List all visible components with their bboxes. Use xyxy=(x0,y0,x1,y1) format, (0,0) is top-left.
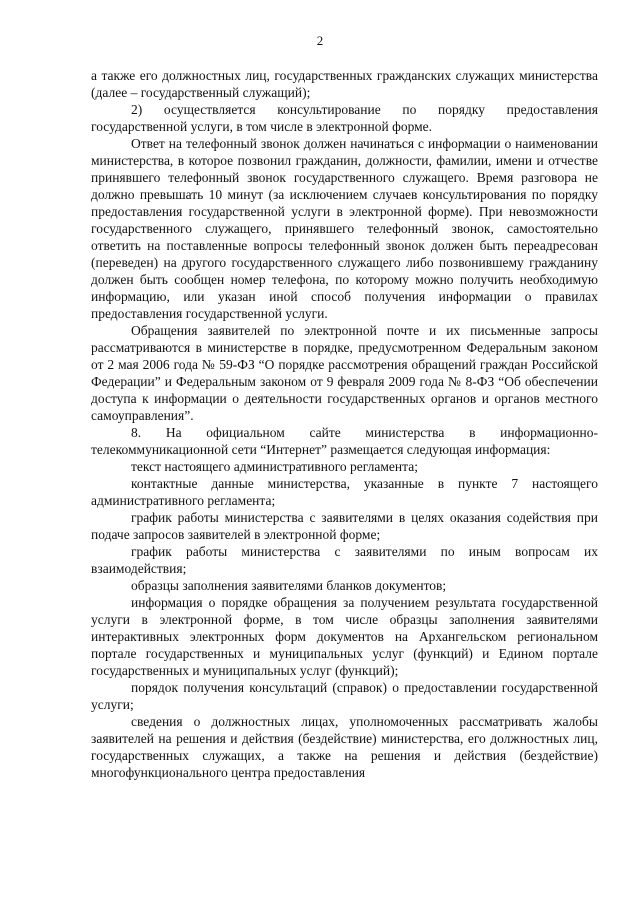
list-item: график работы министерства с заявителями в целях оказания содействия при подаче запросов заявителей в электронной форме; xyxy=(91,510,598,542)
list-item: текст настоящего административного регламента; xyxy=(131,459,418,474)
page-number: 2 xyxy=(316,33,324,48)
list-item: порядок получения консультаций (справок) о предоставлении государственной услуги; xyxy=(91,680,598,712)
list-item: образцы заполнения заявителями бланков документов; xyxy=(131,578,447,593)
paragraph: 8. На официальном сайте министерства в информационно-телекоммуникационной сети “Интернет” размещается следующая информация: xyxy=(91,425,598,457)
paragraph: Обращения заявителей по электронной почте и их письменные запросы рассматриваются в министерстве в порядке, предусмотренном Федеральным законом от 2 мая 2006 года № 59-ФЗ “О порядке рассмотрения обращений граждан Российской Федерации” и Федеральным законом от 9 февраля 2009 года № 8-ФЗ “Об обеспечении доступа к информации о деятельности государственных органов и органов местного самоуправления”. xyxy=(91,323,598,423)
list-item: график работы министерства с заявителями по иным вопросам их взаимодействия; xyxy=(91,544,598,576)
list-item: контактные данные министерства, указанные в пункте 7 настоящего административного регламента; xyxy=(91,476,598,508)
list-item: сведения о должностных лицах, уполномоченных рассматривать жалобы заявителей на решения и действия (бездействие) министерства, его должностных лиц, государственных служащих, а также на решения и действия (бездействие) многофункционального центра предоставления xyxy=(91,714,598,780)
paragraph-continuation: а также его должностных лиц, государственных гражданских служащих министерства (далее – государственный служащий); xyxy=(91,68,598,100)
document-body xyxy=(91,67,598,781)
list-item: информация о порядке обращения за получением результата государственной услуги в электронной форме, в том числе образцы заполнения заявителями интерактивных электронных форм документов на Архангельском региональном портале государственных и муниципальных услуг (функций) и Едином портале государственных и муниципальных услуг (функций); xyxy=(91,595,598,678)
paragraph: 2) осуществляется консультирование по порядку предоставления государственной услуги, в том числе в электронной форме. xyxy=(91,102,598,134)
paragraph: Ответ на телефонный звонок должен начинаться с информации о наименовании министерства, в которое позвонил гражданин, должности, фамилии, имени и отчестве принявшего телефонный звонок государственного служащего. Время разговора не должно превышать 10 минут (за исключением случаев консультирования по порядку предоставления государственной услуги в электронной форме). При невозможности государственного служащего, принявшего телефонный звонок, самостоятельно ответить на поставленные вопросы телефонный звонок должен быть переадресован (переведен) на другого государственного служащего либо позвонившему гражданину должен быть сообщен номер телефона, по которому можно получить необходимую информацию, или указан иной способ получения информации о правилах предоставления государственной услуги. xyxy=(91,136,598,321)
